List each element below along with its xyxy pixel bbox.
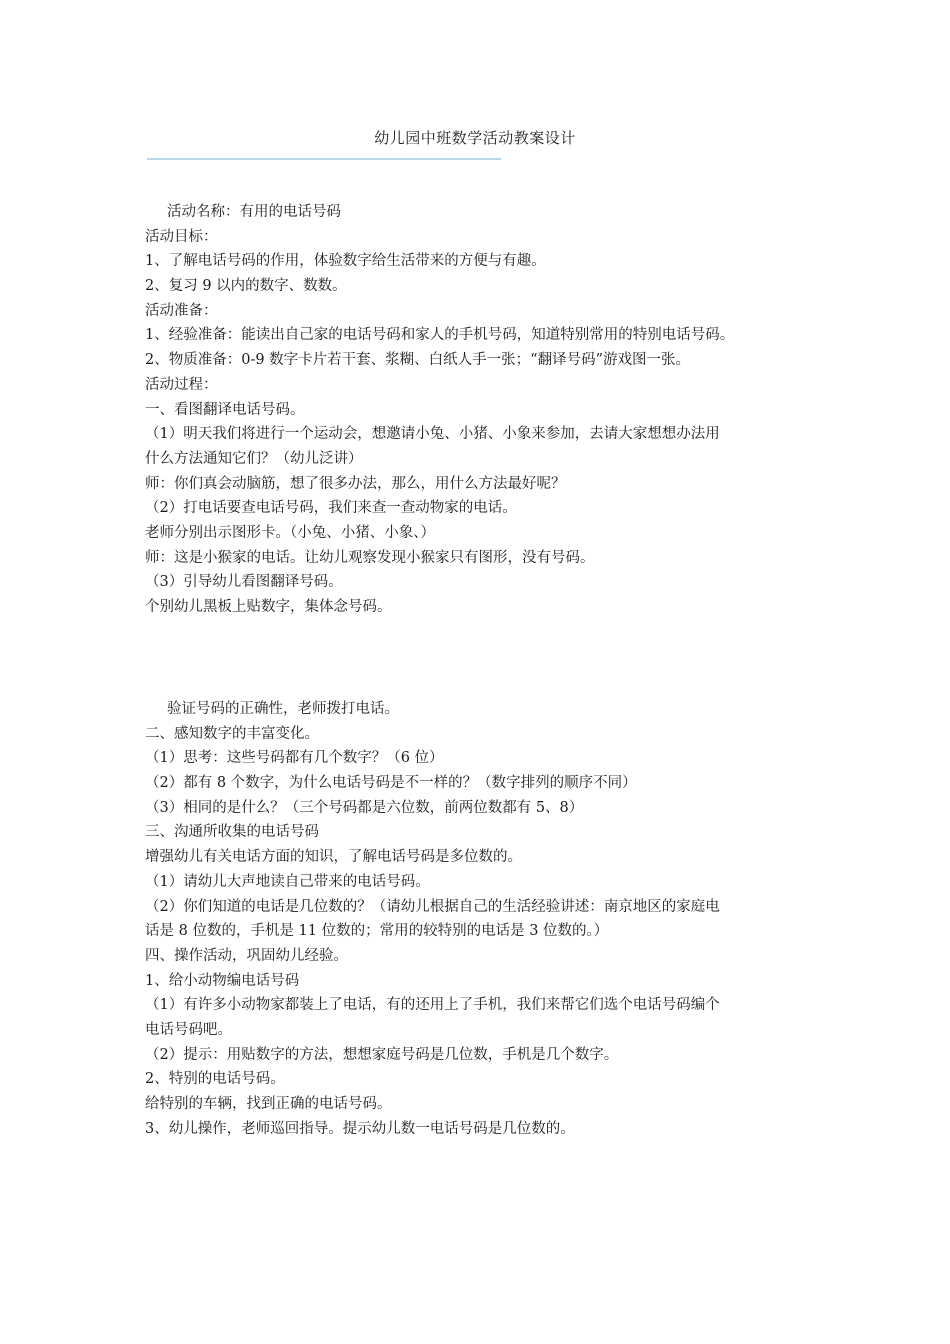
text-line: （1）请幼儿大声地读自己带来的电话号码。 [145,873,430,890]
text-line: 1、给小动物编电话号码 [145,972,300,989]
section-one [145,200,825,620]
text-line: 活动名称：有用的电话号码 [167,204,341,220]
text-line: 个别幼儿黑板上贴数字，集体念号码。 [145,599,392,615]
text-line: 给特别的车辆，找到正确的电话号码。 [145,1096,392,1112]
section-two [145,697,825,1141]
text-line: （1）明天我们将进行一个运动会，想邀请小兔、小猪、小象来参加，去请大家想想办法用 [145,426,720,443]
text-line: 2、物质准备：0-9 数字卡片若干套、浆糊、白纸人手一张；“翻译号码”游戏图一张。 [145,352,691,369]
text-line: 四、操作活动，巩固幼儿经验。 [145,947,348,964]
text-line: 什么方法通知它们？（幼儿泛讲） [145,450,363,467]
text-line: 3、幼儿操作，老师巡回指导。提示幼儿数一电话号码是几位数的。 [145,1120,575,1137]
text-line: （2）提示：用贴数字的方法，想想家庭号码是几位数，手机是几个数字。 [145,1046,619,1063]
text-line: （2）都有 8 个数字，为什么电话号码是不一样的？（数字排列的顺序不同） [145,775,637,792]
text-line: 电话号码吧。 [145,1021,232,1038]
text-line: 老师分别出示图形卡。（小兔、小猪、小象、） [145,524,435,541]
text-line: （2）打电话要查电话号码，我们来查一查动物家的电话。 [145,500,517,517]
text-line: （2）你们知道的电话是几位数的？（请幼儿根据自己的生活经验讲述：南京地区的家庭电 [145,898,720,915]
text-line: （3）引导幼儿看图翻译号码。 [145,574,343,591]
text-line: 1、了解电话号码的作用，体验数字给生活带来的方便与有趣。 [145,253,546,270]
text-line: 师：你们真会动脑筋，想了很多办法，那么，用什么方法最好呢？ [145,475,566,492]
text-line: （3）相同的是什么？（三个号码都是六位数，前两位数都有 5、8） [145,799,584,816]
text-line: 一、看图翻译电话号码。 [145,401,305,418]
text-line: 1、经验准备：能读出自己家的电话号码和家人的手机号码，知道特别常用的特别电话号码。 [145,327,735,344]
text-line: 话是 8 位数的，手机是 11 位数的；常用的较特别的电话是 3 位数的。） [145,923,609,940]
text-line: 活动过程： [145,376,218,393]
text-line: （1）有许多小动物家都装上了电话，有的还用上了手机，我们来帮它们选个电话号码编个 [145,997,720,1014]
text-line: 2、复习 9 以内的数字、数数。 [145,278,347,295]
document-title: 幼儿园中班数学活动教案设计 [374,129,576,147]
title-divider: —————————————————————————————————————————— [147,151,502,167]
text-line: 活动目标： [145,228,218,245]
text-line: 2、特别的电话号码。 [145,1071,285,1088]
text-line: 三、沟通所收集的电话号码 [145,824,319,841]
text-line: 验证号码的正确性，老师拨打电话。 [167,701,399,717]
text-line: 增强幼儿有关电话方面的知识，了解电话号码是多位数的。 [145,849,522,866]
text-line: 师：这是小猴家的电话。让幼儿观察发现小猴家只有图形，没有号码。 [145,549,595,566]
text-line: （1）思考：这些号码都有几个数字？（6 位） [145,750,444,767]
text-line: 二、感知数字的丰富变化。 [145,725,319,742]
text-line: 活动准备： [145,302,218,319]
